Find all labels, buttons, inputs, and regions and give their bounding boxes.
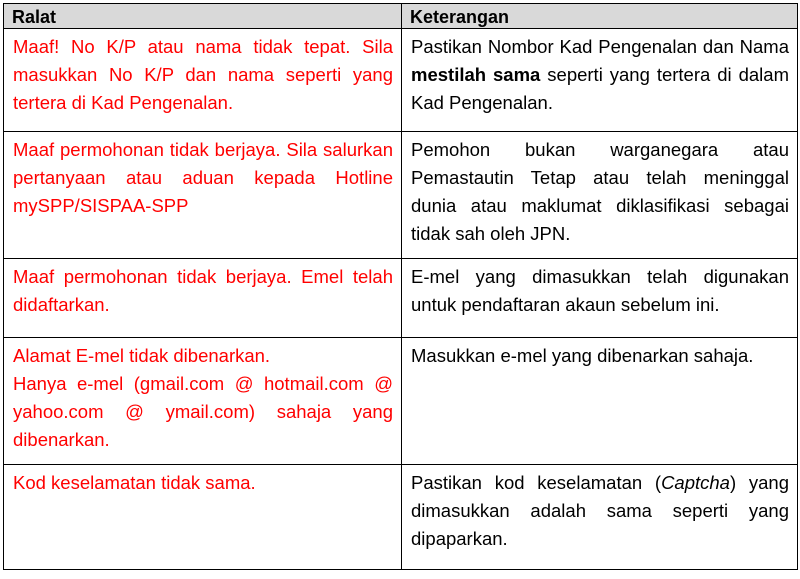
ralat-cell: Maaf permohonan tidak berjaya. Emel telah didaftarkan. [4, 259, 402, 338]
keterangan-cell: E-mel yang dimasukkan telah digunakan untuk pendaftaran akaun sebelum ini. [402, 259, 798, 338]
keterangan-cell: Masukkan e-mel yang dibenarkan sahaja. [402, 338, 798, 465]
error-table [3, 3, 798, 570]
keterangan-text: Pastikan kod keselamatan ( [411, 472, 662, 493]
ralat-line: Hanya e-mel (gmail.com @ hotmail.com @ yahoo.com @ ymail.com) sahaja yang dibenarkan. [13, 373, 393, 450]
ralat-line: Alamat E-mel tidak dibenarkan. [13, 345, 271, 366]
table-row [4, 338, 798, 465]
header-ralat: Ralat [4, 4, 402, 29]
keterangan-cell [402, 465, 798, 570]
table-row [4, 29, 798, 132]
ralat-cell [4, 338, 402, 465]
keterangan-text: Pastikan Nombor Kad Pengenalan dan Nama [411, 36, 789, 57]
keterangan-cell: Pemohon bukan warganegara atau Pemastautin Tetap atau telah meninggal dunia atau maklumat diklasifikasi sebagai tidak sah oleh JPN. [402, 132, 798, 259]
table-header-row [4, 4, 798, 29]
keterangan-bold-text: mestilah sama [411, 64, 541, 85]
ralat-cell: Maaf! No K/P atau nama tidak tepat. Sila masukkan No K/P dan nama seperti yang tertera di Kad Pengenalan. [4, 29, 402, 132]
table-row [4, 132, 798, 259]
table-row [4, 465, 798, 570]
header-keterangan: Keterangan [402, 4, 798, 29]
keterangan-cell [402, 29, 798, 132]
keterangan-text: ) yang dimasukkan adalah sama seperti yang dipaparkan. [411, 472, 789, 549]
table-row [4, 259, 798, 338]
ralat-cell: Maaf permohonan tidak berjaya. Sila salurkan pertanyaan atau aduan kepada Hotline mySPP/SISPAA-SPP [4, 132, 402, 259]
keterangan-text: seperti yang tertera di dalam Kad Pengenalan. [411, 64, 789, 113]
keterangan-italic-text: Captcha [661, 472, 730, 493]
ralat-cell: Kod keselamatan tidak sama. [4, 465, 402, 570]
